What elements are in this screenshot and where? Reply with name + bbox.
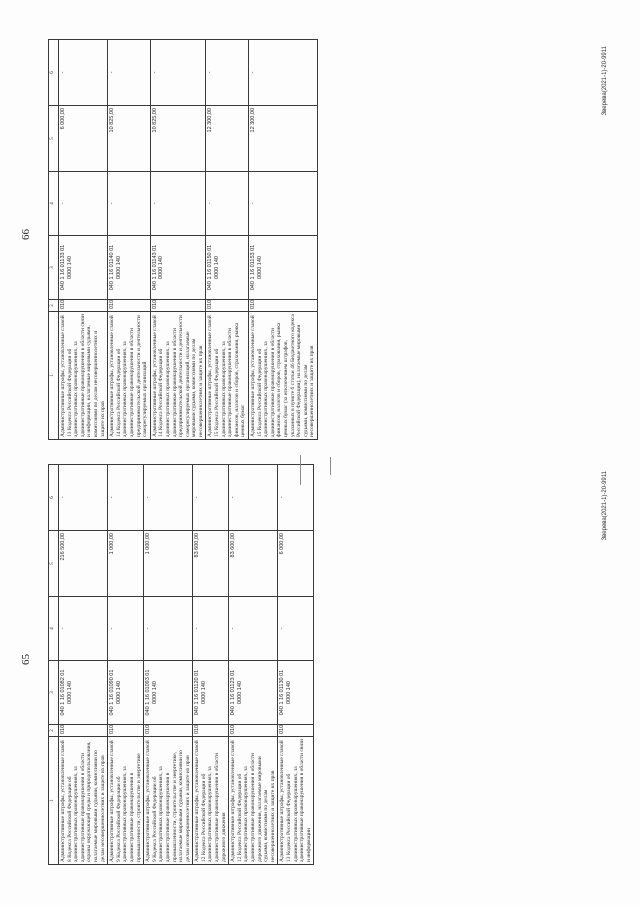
header-cell: 1 bbox=[49, 737, 59, 865]
row-code: 010 bbox=[193, 725, 229, 737]
row-name: Административные штрафы, установленные главой 14 Кодекса Российской Федерации об административных правонарушениях, за административные правонарушения в области предпринимательской деятельности и деятельности саморегулируемых организаций bbox=[108, 312, 151, 440]
header-cell: 6 bbox=[49, 40, 59, 106]
row-kbk: 040 1 16 01130 01 0000 140 bbox=[278, 661, 314, 725]
row-col5: 12 300,00 bbox=[206, 106, 249, 172]
table-row bbox=[59, 465, 108, 865]
row-kbk: 040 1 16 01093 01 0000 140 bbox=[144, 661, 193, 725]
document-stamp: Зверева(2021-1)-20-9911 bbox=[602, 471, 608, 541]
row-kbk: 040 1 16 01150 01 0000 140 bbox=[206, 236, 249, 300]
table-row bbox=[59, 40, 108, 440]
row-col6: - bbox=[193, 465, 229, 531]
row-col6: - bbox=[59, 465, 108, 531]
row-col6: - bbox=[150, 40, 206, 106]
scan-artifact bbox=[330, 457, 331, 475]
report-table bbox=[48, 464, 314, 865]
row-col4: - bbox=[278, 597, 314, 661]
table-row bbox=[206, 40, 249, 440]
table-row bbox=[249, 40, 318, 440]
row-kbk: 040 1 16 01090 01 0000 140 bbox=[108, 661, 144, 725]
row-col5: 10 825,00 bbox=[108, 106, 151, 172]
row-code: 010 bbox=[59, 725, 108, 737]
row-code: 010 bbox=[249, 300, 318, 312]
header-cell: 3 bbox=[49, 236, 59, 300]
row-kbk: 040 1 16 01143 01 0000 140 bbox=[150, 236, 206, 300]
document-stamp: Зверева(2021-1)-20-9911 bbox=[602, 46, 608, 116]
header-cell: 5 bbox=[49, 531, 59, 597]
row-name: Административные штрафы, установленные главой 9 Кодекса Российской Федерации об административных правонарушениях, за административные правонарушения в промышленности, строительстве и энергетике bbox=[108, 737, 144, 865]
page-right bbox=[20, 40, 608, 440]
table-row bbox=[108, 465, 144, 865]
table-row bbox=[150, 40, 206, 440]
row-col4: - bbox=[144, 597, 193, 661]
table-row bbox=[144, 465, 193, 865]
row-col4: - bbox=[108, 597, 144, 661]
row-code: 010 bbox=[108, 300, 151, 312]
row-kbk: 040 1 16 01120 01 0000 140 bbox=[193, 661, 229, 725]
row-col5: 1 000,00 bbox=[108, 531, 144, 597]
row-kbk: 040 1 16 01133 01 0000 140 bbox=[59, 236, 108, 300]
row-col5: 12 300,00 bbox=[249, 106, 318, 172]
row-kbk: 040 1 16 01082 01 0000 140 bbox=[59, 661, 108, 725]
row-col5: 6 000,00 bbox=[59, 106, 108, 172]
row-kbk: 040 1 16 01140 01 0000 140 bbox=[108, 236, 151, 300]
header-cell: 1 bbox=[49, 312, 59, 440]
row-col5: 83 600,00 bbox=[193, 531, 229, 597]
row-kbk: 040 1 16 01123 01 0000 140 bbox=[229, 661, 278, 725]
row-col5: 1 000,00 bbox=[144, 531, 193, 597]
row-col5: 6 000,00 bbox=[278, 531, 314, 597]
row-name: Административные штрафы, установленные главой 9 Кодекса Российской Федерации об административных правонарушениях, за административные правонарушения в промышленности, строительстве и энергетике, налагаемые мировыми судьями, комиссиями по делам несовершеннолетних и защите их прав bbox=[144, 737, 193, 865]
row-col5: 10 825,00 bbox=[150, 106, 206, 172]
row-col6: - bbox=[206, 40, 249, 106]
row-name: Административные штрафы, установленные главой 15 Кодекса Российской Федерации об административных правонарушениях, за административные правонарушения в области финансов, налогов и сборов, страхования, рынка ценных бумаг bbox=[206, 312, 249, 440]
row-col4: - bbox=[59, 597, 108, 661]
page-number: 65 bbox=[20, 654, 32, 665]
row-code: 010 bbox=[59, 300, 108, 312]
header-cell: 6 bbox=[49, 465, 59, 531]
row-code: 010 bbox=[144, 725, 193, 737]
header-cell: 3 bbox=[49, 661, 59, 725]
table-header-row bbox=[49, 40, 59, 440]
row-code: 010 bbox=[108, 725, 144, 737]
row-name: Административные штрафы, установленные главой 12 Кодекса Российской Федерации об административных правонарушениях, за административные правонарушения в области дорожного движения bbox=[193, 737, 229, 865]
header-cell: 2 bbox=[49, 725, 59, 737]
table-row bbox=[278, 465, 314, 865]
row-col6: - bbox=[144, 465, 193, 531]
header-cell: 4 bbox=[49, 597, 59, 661]
table-row bbox=[193, 465, 229, 865]
row-col5: 216 500,00 bbox=[59, 531, 108, 597]
row-col6: - bbox=[108, 40, 151, 106]
row-name: Административные штрафы, установленные главой 12 Кодекса Российской Федерации об административных правонарушениях, за административные правонарушения в области дорожного движения, налагаемые мировыми судьями, комиссиями по делам несовершеннолетних и защите их прав bbox=[229, 737, 278, 865]
row-col4: - bbox=[206, 172, 249, 236]
row-col4: - bbox=[108, 172, 151, 236]
row-col4: - bbox=[150, 172, 206, 236]
table-row bbox=[108, 40, 151, 440]
row-name: Административные штрафы, установленные главой 13 Кодекса Российской Федерации об административных правонарушениях, за административные правонарушения в области связи и информации bbox=[278, 737, 314, 865]
page-left bbox=[20, 465, 608, 865]
row-col6: - bbox=[229, 465, 278, 531]
row-code: 010 bbox=[206, 300, 249, 312]
row-kbk: 040 1 16 01153 01 0000 140 bbox=[249, 236, 318, 300]
row-name: Административные штрафы, установленные главой 13 Кодекса Российской Федерации об административных правонарушениях, за административные правонарушения в области связи и информации, налагаемые мировыми судьями, комиссиями по делам несовершеннолетних и защите их прав bbox=[59, 312, 108, 440]
row-col5: 83 600,00 bbox=[229, 531, 278, 597]
row-col4: - bbox=[59, 172, 108, 236]
table-header-row bbox=[49, 465, 59, 865]
row-col4: - bbox=[193, 597, 229, 661]
row-col4: - bbox=[229, 597, 278, 661]
scan-artifact bbox=[300, 455, 301, 485]
row-code: 010 bbox=[278, 725, 314, 737]
row-col4: - bbox=[249, 172, 318, 236]
row-name: Административные штрафы, установленные главой 14 Кодекса Российской Федерации об административных правонарушениях, за административные правонарушения в области предпринимательской деятельности и деятельности саморегулируемых организаций, налагаемые мировыми судьями, комиссиями по делам несовершеннолетних и защите их прав bbox=[150, 312, 206, 440]
page-number: 66 bbox=[20, 229, 32, 240]
table-row bbox=[229, 465, 278, 865]
row-col6: - bbox=[249, 40, 318, 106]
row-code: 010 bbox=[229, 725, 278, 737]
report-table bbox=[48, 39, 318, 440]
header-cell: 5 bbox=[49, 106, 59, 172]
row-code: 010 bbox=[150, 300, 206, 312]
row-name: Административные штрафы, установленные главой 8 Кодекса Российской Федерации об административных правонарушениях, за административные правонарушения в области охраны окружающей среды и природопользования, налагаемые мировыми судьями, комиссиями по делам несовершеннолетних и защите их прав bbox=[59, 737, 108, 865]
row-col6: - bbox=[278, 465, 314, 531]
row-name: Административные штрафы, установленные главой 15 Кодекса Российской Федерации об административных правонарушениях, за административные правонарушения в области финансов, налогов и сборов, страхования, рынка ценных бумаг (за исключением штрафов, указанных в пункте 6 статьи 46 Бюджетного кодекса Российской Федерации), налагаемые мировыми судьями, комиссиями по делам несовершеннолетних и защите их прав bbox=[249, 312, 318, 440]
header-cell: 2 bbox=[49, 300, 59, 312]
row-col6: - bbox=[108, 465, 144, 531]
row-col6: - bbox=[59, 40, 108, 106]
header-cell: 4 bbox=[49, 172, 59, 236]
